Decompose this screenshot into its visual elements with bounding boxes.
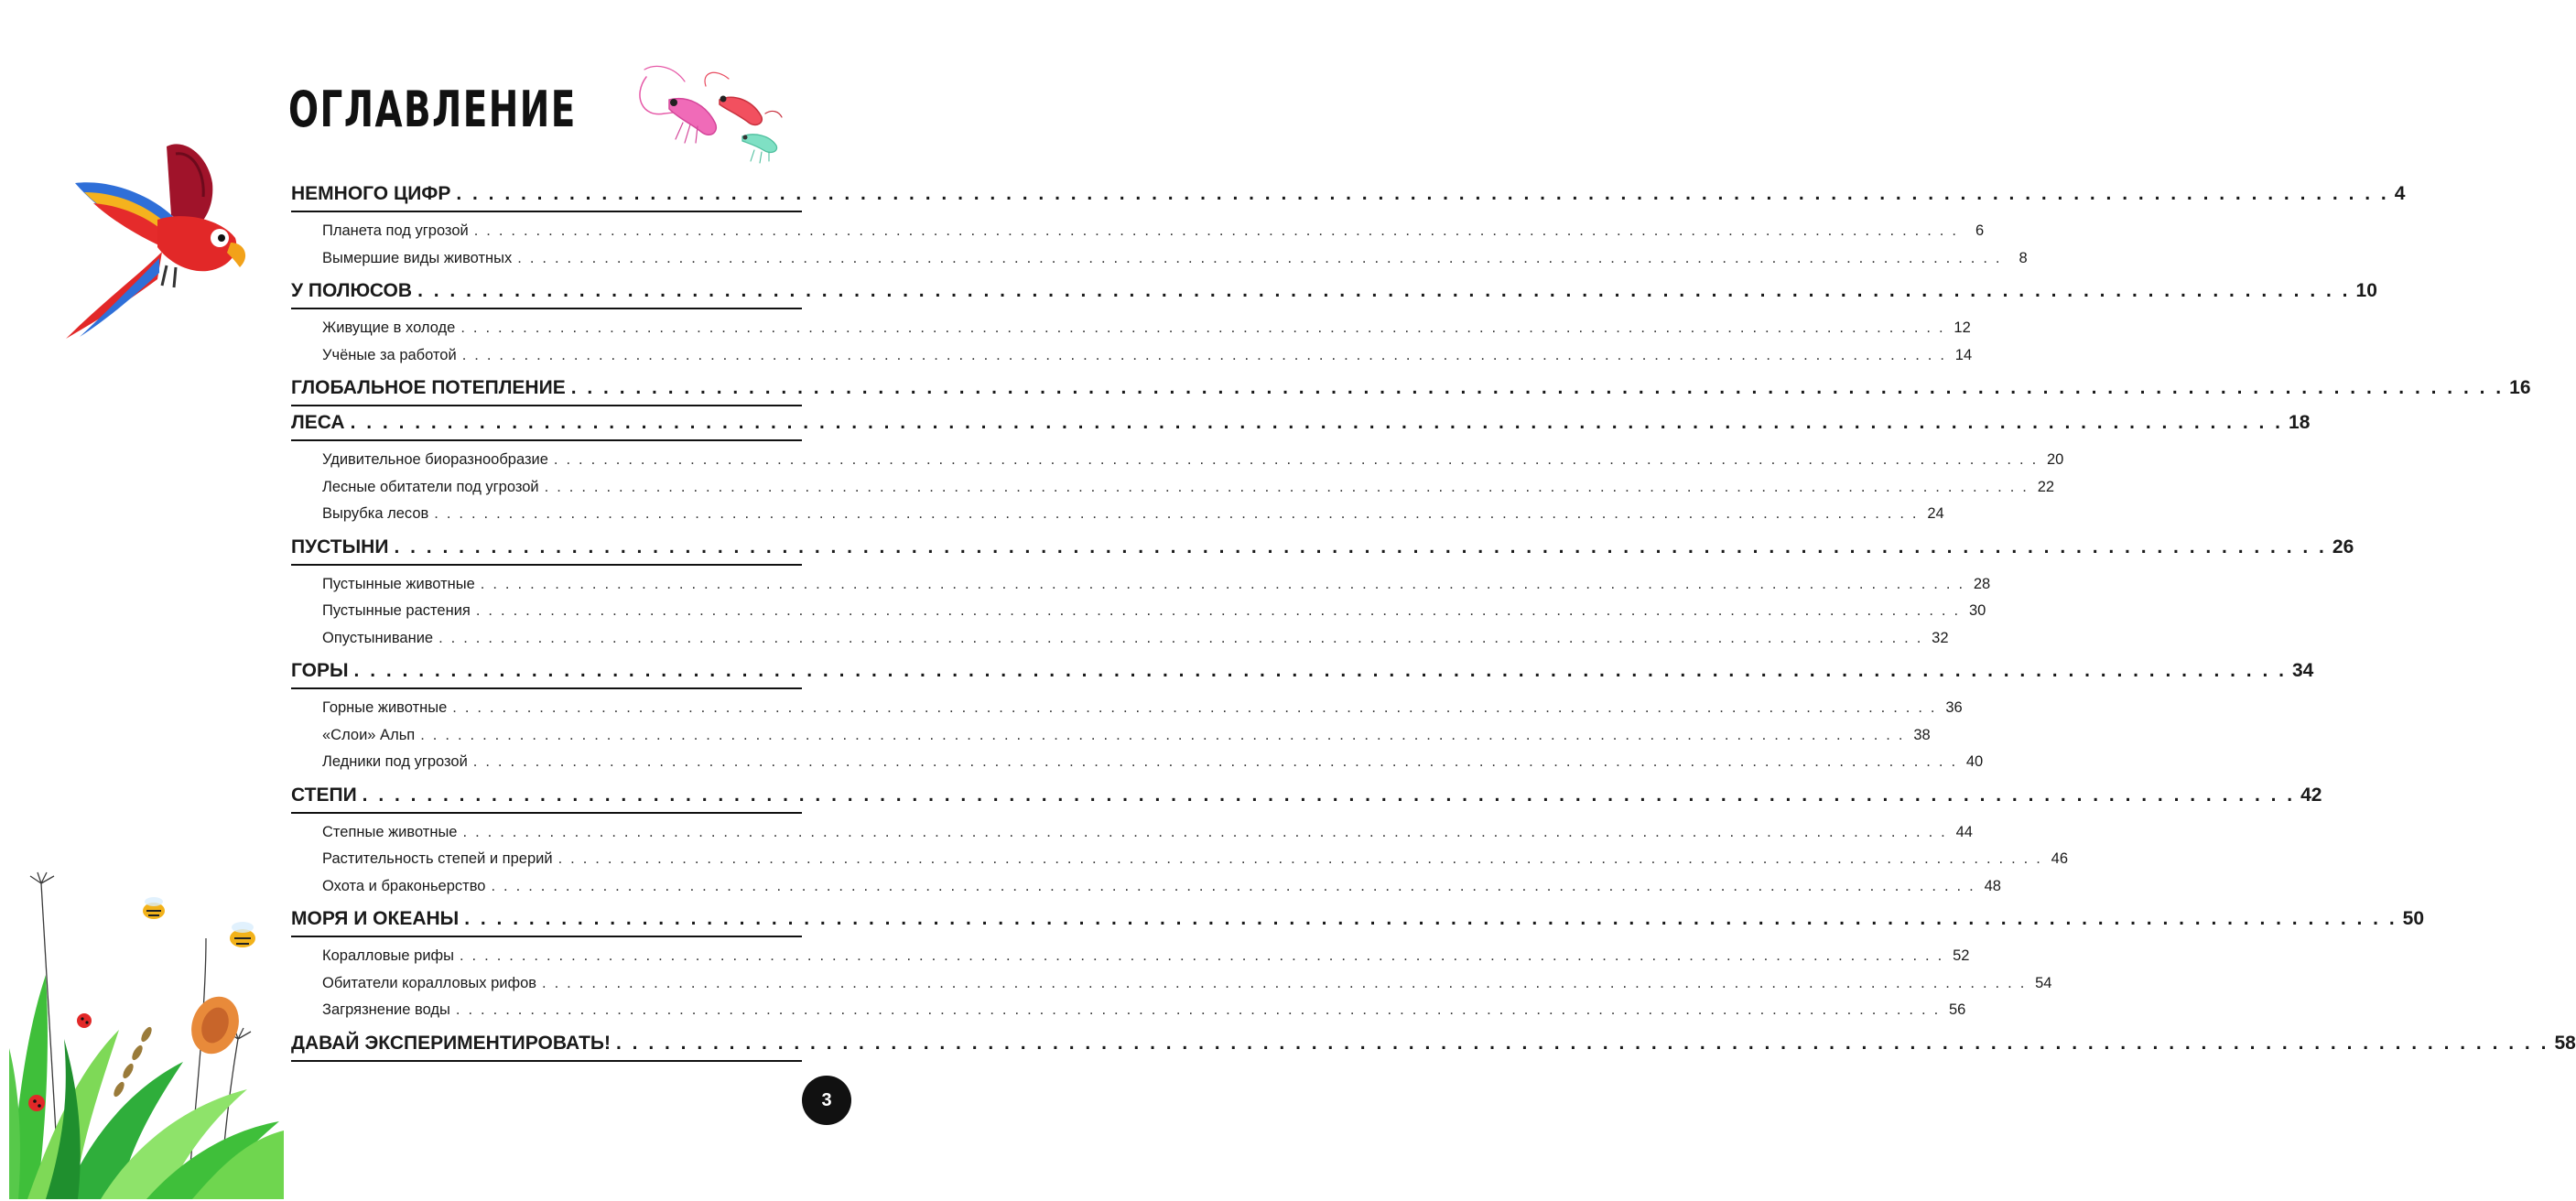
toc-subsection-page: 30: [1968, 602, 1986, 619]
toc-section-page: 26: [2332, 536, 2354, 557]
toc-subsection-title: «Слои» Альп: [322, 726, 416, 743]
toc-section-page: 34: [2291, 660, 2314, 681]
toc-subsection-page: 32: [1932, 629, 1949, 646]
toc-subsection[interactable]: [322, 244, 2028, 272]
toc-subsection-title: Пустынные животные: [322, 575, 475, 592]
toc-subsection-page: 22: [2037, 478, 2055, 495]
toc-subsection[interactable]: [322, 570, 1991, 598]
toc-subsection[interactable]: [322, 996, 1966, 1023]
toc-section-title: ГОРЫ: [291, 660, 349, 681]
toc-subsection-page: 46: [2051, 850, 2069, 867]
toc-leader-dots: . . . . . . . . . . . . . . . . . . . . . . . . . . . . . . . . . . . . . . . . . . . . . . . . . . . . . . . . . . . . . . . . . . . . . . . . . . . . . . . . . . . . . . . . . . . . . . . . . . . . . . . . . . . . . . . . . . . . . . . .: [544, 478, 2029, 495]
toc-subsection[interactable]: [322, 446, 2064, 473]
toc-subsection-title: Удивительное биоразнообразие: [322, 451, 548, 468]
toc-subsection[interactable]: [322, 500, 1944, 527]
toc-subsection-title: Ледники под угрозой: [322, 753, 468, 770]
toc-section-page: 10: [2355, 280, 2377, 301]
toc-subsection-title: Коралловые рифы: [322, 947, 454, 964]
toc-subsection[interactable]: [322, 845, 2069, 872]
toc-leader-dots: . . . . . . . . . . . . . . . . . . . . . . . . . . . . . . . . . . . . . . . . . . . . . . . . . . . . . . . . . . . . . . . . . . . . . . . . . . . . . . . . . . . . . . . . . . . . . . . . . . . . . . . . . . . . . . . . . . . . . . . .: [417, 280, 2351, 301]
toc-subsection-page: 6: [1975, 222, 1985, 239]
toc-section-title: МОРЯ И ОКЕАНЫ: [291, 908, 460, 929]
toc-section-title: ЛЕСА: [291, 412, 345, 433]
toc-leader-dots: . . . . . . . . . . . . . . . . . . . . . . . . . . . . . . . . . . . . . . . . . . . . . . . . . . . . . . . . . . . . . . . . . . . . . . . . . . . . . . . . . . . . . . . . . . . . . . . . . . . . . . . . . . . . . . . . . . . . . . . .: [362, 784, 2296, 806]
toc-leader-dots: . . . . . . . . . . . . . . . . . . . . . . . . . . . . . . . . . . . . . . . . . . . . . . . . . . . . . . . . . . . . . . . . . . . . . . . . . . . . . . . . . . . . . . . . . . . . . . . . . . . . . . . . . . . . . . . . . . . . . . . .: [350, 412, 2284, 433]
toc-section-page: 50: [2402, 908, 2425, 929]
toc-subsection-title: Вырубка лесов: [322, 505, 429, 522]
toc-subsection[interactable]: [322, 624, 1949, 652]
page-title: ОГЛАВЛЕНИЕ: [288, 81, 577, 138]
toc-subsection-page: 28: [1973, 575, 1991, 592]
toc-subsection-page: 12: [1954, 319, 1971, 336]
toc-subsection[interactable]: [322, 694, 1963, 721]
toc-section[interactable]: [291, 408, 2311, 441]
page-number-badge: 3: [802, 1076, 851, 1125]
toc-section-title: У ПОЛЮСОВ: [291, 280, 413, 301]
toc-subsection[interactable]: [322, 597, 1986, 624]
toc-section[interactable]: [291, 781, 2322, 814]
toc-leader-dots: . . . . . . . . . . . . . . . . . . . . . . . . . . . . . . . . . . . . . . . . . . . . . . . . . . . . . . . . . . . . . . . . . . . . . . . . . . . . . . . . . . . . . . . . . . . . . . . . . . . . . . . . . . . . . . . . . . . . . . . .: [394, 536, 2327, 557]
toc-section-page: 18: [2289, 412, 2311, 433]
toc-subsection[interactable]: [322, 872, 2001, 900]
toc-leader-dots: . . . . . . . . . . . . . . . . . . . . . . . . . . . . . . . . . . . . . . . . . . . . . . . . . . . . . . . . . . . . . . . . . . . . . . . . . . . . . . . . . . . . . . . . . . . . . . . . . . . . . . . . . . . . . . . . . . . . . . . .: [480, 575, 1965, 592]
toc-subsection[interactable]: [322, 818, 1973, 846]
toc-subsection-title: Учёные за работой: [322, 346, 457, 363]
toc-leader-dots: . . . . . . . . . . . . . . . . . . . . . . . . . . . . . . . . . . . . . . . . . . . . . . . . . . . . . . . . . . . . . . . . . . . . . . . . . . . . . . . . . . . . . . . . . . . . . . . . . . . . . . . . . . . . . . . . . . . . . . . .: [460, 319, 1945, 336]
toc-section-title: ПУСТЫНИ: [291, 536, 389, 557]
toc-section-page: 4: [2394, 183, 2406, 204]
toc-subsection-page: 56: [1949, 1001, 1966, 1018]
toc-section-title: ДАВАЙ ЭКСПЕРИМЕНТИРОВАТЬ!: [291, 1032, 611, 1054]
toc-subsection-title: Вымершие виды животных: [322, 249, 513, 266]
toc-subsection-list: [291, 566, 1991, 655]
toc-leader-dots: . . . . . . . . . . . . . . . . . . . . . . . . . . . . . . . . . . . . . . . . . . . . . . . . . . . . . . . . . . . . . . . . . . . . . . . . . . . . . . . . . . . . . . . . . . . . . . . . . . . . . . . . . . . . . . . . . . . . . . . .: [475, 602, 1961, 619]
toc-subsection-title: Опустынивание: [322, 629, 434, 646]
toc-section[interactable]: [291, 179, 2406, 212]
toc-subsection-list: [291, 814, 2069, 903]
grass-and-insects-illustration: [9, 865, 284, 1199]
toc-subsection-title: Охота и браконьерство: [322, 877, 486, 894]
toc-subsection[interactable]: [322, 748, 1984, 775]
toc-subsection-title: Растительность степей и прерий: [322, 850, 553, 867]
toc-section-page: 58: [2554, 1032, 2576, 1054]
toc-section[interactable]: [291, 373, 2531, 406]
toc-leader-dots: . . . . . . . . . . . . . . . . . . . . . . . . . . . . . . . . . . . . . . . . . . . . . . . . . . . . . . . . . . . . . . . . . . . . . . . . . . . . . . . . . . . . . . . . . . . . . . . . . . . . . . . . . . . . . . . . . . . . . . . .: [420, 726, 1905, 743]
toc-subsection-list: [291, 937, 2052, 1027]
toc-subsection-list: [291, 441, 2064, 531]
toc-subsection-page: 40: [1965, 753, 1984, 770]
toc-leader-dots: . . . . . . . . . . . . . . . . . . . . . . . . . . . . . . . . . . . . . . . . . . . . . . . . . . . . . . . . . . . . . . . . . . . . . . . . . . . . . . . . . . . . . . . . . . . . . . . . . . . . . . . . . . . . . . . . . . . . . . . .: [472, 753, 1958, 770]
toc-subsection-title: Степные животные: [322, 823, 458, 840]
parrot-illustration: [57, 128, 254, 348]
toc-leader-dots: . . . . . . . . . . . . . . . . . . . . . . . . . . . . . . . . . . . . . . . . . . . . . . . . . . . . . . . . . . . . . . . . . . . . . . . . . . . . . . . . . . . . . . . . . . . . . . . . . . . . . . . . . . . . . . . . . . . . . . . .: [464, 908, 2397, 929]
toc-subsection[interactable]: [322, 721, 1931, 749]
toc-leader-dots: . . . . . . . . . . . . . . . . . . . . . . . . . . . . . . . . . . . . . . . . . . . . . . . . . . . . . . . . . . . . . . . . . . . . . . . . . . . . . . . . . . . . . . . . . . . . . . . . . . . . . . . . . . . . . . . . . . . . . . . .: [553, 451, 2039, 468]
toc-section[interactable]: [291, 656, 2314, 689]
toc-section-page: 42: [2300, 784, 2322, 806]
toc-subsection-title: Загрязнение воды: [322, 1001, 450, 1018]
toc-leader-dots: . . . . . . . . . . . . . . . . . . . . . . . . . . . . . . . . . . . . . . . . . . . . . . . . . . . . . . . . . . . . . . . . . . . . . . . . . . . . . . . . . . . . . . . . . . . . . . . . . . . . . . . . . . . . . . . . . . . . . . . .: [353, 660, 2287, 681]
toc-leader-dots: . . . . . . . . . . . . . . . . . . . . . . . . . . . . . . . . . . . . . . . . . . . . . . . . . . . . . . . . . . . . . . . . . . . . . . . . . . . . . . . . . . . . . . . . . . . . . . . . . . . . . . . . . . . . . . . . . . . . . . . .: [517, 249, 2002, 266]
toc-subsection-page: 36: [1945, 699, 1963, 716]
toc-subsection-page: 52: [1953, 947, 1970, 964]
toc-section-title: ГЛОБАЛЬНОЕ ПОТЕПЛЕНИЕ: [291, 377, 566, 398]
toc-section[interactable]: [291, 904, 2425, 937]
toc-leader-dots: . . . . . . . . . . . . . . . . . . . . . . . . . . . . . . . . . . . . . . . . . . . . . . . . . . . . . . . . . . . . . . . . . . . . . . . . . . . . . . . . . . . . . . . . . . . . . . . . . . . . . . . . . . . . . . . . . . . . . . . .: [616, 1032, 2549, 1054]
toc-section-title: НЕМНОГО ЦИФР: [291, 183, 451, 204]
toc-subsection-title: Горные животные: [322, 699, 448, 716]
toc-section[interactable]: [291, 1029, 2576, 1062]
toc-leader-dots: . . . . . . . . . . . . . . . . . . . . . . . . . . . . . . . . . . . . . . . . . . . . . . . . . . . . . . . . . . . . . . . . . . . . . . . . . . . . . . . . . . . . . . . . . . . . . . . . . . . . . . . . . . . . . . . . . . . . . . . .: [459, 947, 1944, 964]
toc-subsection-page: 54: [2035, 974, 2052, 991]
toc-leader-dots: . . . . . . . . . . . . . . . . . . . . . . . . . . . . . . . . . . . . . . . . . . . . . . . . . . . . . . . . . . . . . . . . . . . . . . . . . . . . . . . . . . . . . . . . . . . . . . . . . . . . . . . . . . . . . . . . . . . . . . . .: [462, 823, 1947, 840]
toc-subsection-list: [291, 212, 2028, 275]
toc-subsection-list: [291, 689, 1984, 779]
toc-subsection-page: 44: [1955, 823, 1973, 840]
toc-subsection[interactable]: [322, 942, 1970, 969]
toc-leader-dots: . . . . . . . . . . . . . . . . . . . . . . . . . . . . . . . . . . . . . . . . . . . . . . . . . . . . . . . . . . . . . . . . . . . . . . . . . . . . . . . . . . . . . . . . . . . . . . . . . . . . . . . . . . . . . . . . . . . . . . . .: [473, 222, 1959, 239]
toc-subsection-page: 38: [1913, 726, 1931, 743]
toc-leader-dots: . . . . . . . . . . . . . . . . . . . . . . . . . . . . . . . . . . . . . . . . . . . . . . . . . . . . . . . . . . . . . . . . . . . . . . . . . . . . . . . . . . . . . . . . . . . . . . . . . . . . . . . . . . . . . . . . . . . . . . . .: [455, 1001, 1941, 1018]
toc-subsection-page: 8: [2019, 249, 2028, 266]
toc-subsection[interactable]: [322, 341, 1973, 369]
toc-subsection[interactable]: [322, 969, 2052, 997]
toc-leader-dots: . . . . . . . . . . . . . . . . . . . . . . . . . . . . . . . . . . . . . . . . . . . . . . . . . . . . . . . . . . . . . . . . . . . . . . . . . . . . . . . . . . . . . . . . . . . . . . . . . . . . . . . . . . . . . . . . . . . . . . . .: [452, 699, 1937, 716]
toc-leader-dots: . . . . . . . . . . . . . . . . . . . . . . . . . . . . . . . . . . . . . . . . . . . . . . . . . . . . . . . . . . . . . . . . . . . . . . . . . . . . . . . . . . . . . . . . . . . . . . . . . . . . . . . . . . . . . . . . . . . . . . . .: [557, 850, 2043, 867]
toc-subsection[interactable]: [322, 217, 1985, 244]
toc-subsection-page: 48: [1984, 877, 2001, 894]
toc-leader-dots: . . . . . . . . . . . . . . . . . . . . . . . . . . . . . . . . . . . . . . . . . . . . . . . . . . . . . . . . . . . . . . . . . . . . . . . . . . . . . . . . . . . . . . . . . . . . . . . . . . . . . . . . . . . . . . . . . . . . . . . .: [570, 377, 2505, 398]
toc-subsection[interactable]: [322, 314, 1971, 341]
toc-subsection-title: Планета под угрозой: [322, 222, 469, 239]
toc-leader-dots: . . . . . . . . . . . . . . . . . . . . . . . . . . . . . . . . . . . . . . . . . . . . . . . . . . . . . . . . . . . . . . . . . . . . . . . . . . . . . . . . . . . . . . . . . . . . . . . . . . . . . . . . . . . . . . . . . . . . . . . .: [461, 346, 1947, 363]
table-of-contents: [291, 179, 2576, 1062]
toc-leader-dots: . . . . . . . . . . . . . . . . . . . . . . . . . . . . . . . . . . . . . . . . . . . . . . . . . . . . . . . . . . . . . . . . . . . . . . . . . . . . . . . . . . . . . . . . . . . . . . . . . . . . . . . . . . . . . . . . . . . . . . . .: [491, 877, 1975, 894]
toc-leader-dots: . . . . . . . . . . . . . . . . . . . . . . . . . . . . . . . . . . . . . . . . . . . . . . . . . . . . . . . . . . . . . . . . . . . . . . . . . . . . . . . . . . . . . . . . . . . . . . . . . . . . . . . . . . . . . . . . . . . . . . . .: [434, 505, 1919, 522]
toc-subsection-title: Обитатели коралловых рифов: [322, 974, 537, 991]
toc-subsection-title: Пустынные растения: [322, 602, 471, 619]
toc-leader-dots: . . . . . . . . . . . . . . . . . . . . . . . . . . . . . . . . . . . . . . . . . . . . . . . . . . . . . . . . . . . . . . . . . . . . . . . . . . . . . . . . . . . . . . . . . . . . . . . . . . . . . . . . . . . . . . . . . . . . . . . .: [456, 183, 2389, 204]
shrimp-illustration: [628, 59, 802, 173]
toc-subsection-list: [291, 309, 1973, 372]
toc-section-title: СТЕПИ: [291, 784, 357, 806]
toc-subsection-page: 14: [1954, 346, 1973, 363]
toc-subsection-title: Живущие в холоде: [322, 319, 456, 336]
toc-subsection[interactable]: [322, 473, 2055, 501]
toc-subsection-page: 24: [1927, 505, 1944, 522]
toc-subsection-page: 20: [2047, 451, 2064, 468]
toc-subsection-title: Лесные обитатели под угрозой: [322, 478, 539, 495]
toc-section[interactable]: [291, 276, 2377, 309]
toc-leader-dots: . . . . . . . . . . . . . . . . . . . . . . . . . . . . . . . . . . . . . . . . . . . . . . . . . . . . . . . . . . . . . . . . . . . . . . . . . . . . . . . . . . . . . . . . . . . . . . . . . . . . . . . . . . . . . . . . . . . . . . . .: [542, 974, 2027, 991]
toc-section-page: 16: [2509, 377, 2531, 398]
toc-leader-dots: . . . . . . . . . . . . . . . . . . . . . . . . . . . . . . . . . . . . . . . . . . . . . . . . . . . . . . . . . . . . . . . . . . . . . . . . . . . . . . . . . . . . . . . . . . . . . . . . . . . . . . . . . . . . . . . . . . . . . . . .: [438, 629, 1923, 646]
toc-section[interactable]: [291, 533, 2354, 566]
